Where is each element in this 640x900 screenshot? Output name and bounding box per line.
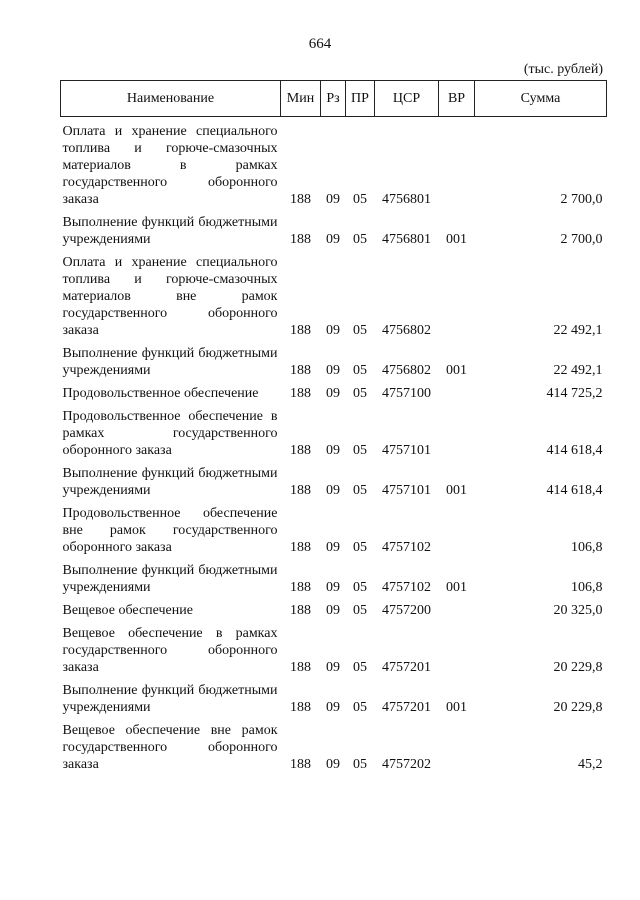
row-sum: 2 700,0 <box>560 232 603 247</box>
row-name: Вещевое обеспечение <box>62 603 193 618</box>
row-csr: 4756802 <box>382 323 431 338</box>
row-pr: 05 <box>353 483 367 498</box>
table-row <box>61 623 607 680</box>
row-min: 188 <box>290 232 311 247</box>
row-sum: 414 725,2 <box>546 386 603 401</box>
row-vr <box>439 600 475 623</box>
row-rz: 09 <box>326 540 340 555</box>
row-vr <box>439 117 475 213</box>
row-rz: 09 <box>326 323 340 338</box>
row-csr: 4757102 <box>382 580 431 595</box>
row-sum: 106,8 <box>571 540 603 555</box>
table-row <box>61 406 607 463</box>
row-vr <box>439 503 475 560</box>
header-sum: Сумма <box>475 81 607 117</box>
row-name: Вещевое обеспечение в рамках государственного оборонного заказа <box>62 626 278 675</box>
row-csr: 4756801 <box>382 192 431 207</box>
row-pr: 05 <box>353 363 367 378</box>
header-name: Наименование <box>61 81 281 117</box>
row-pr: 05 <box>353 700 367 715</box>
row-vr <box>439 383 475 406</box>
row-pr: 05 <box>353 580 367 595</box>
row-name: Вещевое обеспечение вне рамок государственного оборонного заказа <box>62 723 278 772</box>
row-sum: 22 492,1 <box>553 363 603 378</box>
row-rz: 09 <box>326 443 340 458</box>
row-rz: 09 <box>326 603 340 618</box>
row-sum: 414 618,4 <box>546 483 603 498</box>
page-number: 664 <box>308 36 332 52</box>
row-rz: 09 <box>326 363 340 378</box>
budget-table <box>60 80 607 777</box>
row-name: Оплата и хранение специального топлива и горюче-смазочных материалов вне рамок государственного оборонного заказа <box>62 255 278 338</box>
row-min: 188 <box>290 660 311 675</box>
table-body <box>61 117 607 778</box>
row-min: 188 <box>290 443 311 458</box>
table-row <box>61 117 607 213</box>
row-csr: 4757101 <box>382 443 431 458</box>
row-csr: 4757101 <box>382 483 431 498</box>
row-name: Оплата и хранение специального топлива и горюче-смазочных материалов в рамках государственного оборонного заказа <box>62 124 278 207</box>
table-row <box>61 383 607 406</box>
table-row <box>61 720 607 777</box>
row-pr: 05 <box>353 660 367 675</box>
row-pr: 05 <box>353 603 367 618</box>
row-vr: 001 <box>446 580 467 595</box>
row-rz: 09 <box>326 192 340 207</box>
row-pr: 05 <box>353 386 367 401</box>
row-csr: 4757201 <box>382 660 431 675</box>
row-vr <box>439 720 475 777</box>
row-sum: 20 229,8 <box>553 660 603 675</box>
table-row <box>61 503 607 560</box>
row-csr: 4757102 <box>382 540 431 555</box>
row-sum: 20 229,8 <box>553 700 603 715</box>
row-vr: 001 <box>446 232 467 247</box>
row-rz: 09 <box>326 386 340 401</box>
row-name: Выполнение функций бюджетными учреждениями <box>62 563 278 595</box>
row-min: 188 <box>290 603 311 618</box>
row-min: 188 <box>290 580 311 595</box>
table-header-row <box>61 81 607 117</box>
table-row <box>61 343 607 383</box>
header-vr: ВР <box>439 81 475 117</box>
row-min: 188 <box>290 323 311 338</box>
row-rz: 09 <box>326 580 340 595</box>
row-vr: 001 <box>446 483 467 498</box>
row-rz: 09 <box>326 232 340 247</box>
table-row <box>61 680 607 720</box>
row-min: 188 <box>290 757 311 772</box>
row-name: Продовольственное обеспечение вне рамок государственного оборонного заказа <box>62 506 278 555</box>
row-csr: 4757201 <box>382 700 431 715</box>
row-csr: 4757200 <box>382 603 431 618</box>
header-min: Мин <box>281 81 321 117</box>
row-sum: 45,2 <box>578 757 603 772</box>
row-min: 188 <box>290 192 311 207</box>
row-pr: 05 <box>353 540 367 555</box>
row-vr <box>439 406 475 463</box>
table-row <box>61 463 607 503</box>
row-pr: 05 <box>353 232 367 247</box>
row-name: Продовольственное обеспечение <box>62 386 259 401</box>
row-rz: 09 <box>326 757 340 772</box>
row-name: Продовольственное обеспечение в рамках государственного оборонного заказа <box>62 409 278 458</box>
row-rz: 09 <box>326 700 340 715</box>
row-pr: 05 <box>353 192 367 207</box>
table-row <box>61 600 607 623</box>
row-sum: 2 700,0 <box>560 192 603 207</box>
row-name: Выполнение функций бюджетными учреждениями <box>62 346 278 378</box>
row-csr: 4756802 <box>382 363 431 378</box>
row-rz: 09 <box>326 483 340 498</box>
row-min: 188 <box>290 700 311 715</box>
row-name: Выполнение функций бюджетными учреждениями <box>62 466 278 498</box>
row-csr: 4757100 <box>382 386 431 401</box>
row-sum: 414 618,4 <box>546 443 603 458</box>
row-pr: 05 <box>353 757 367 772</box>
row-csr: 4756801 <box>382 232 431 247</box>
row-min: 188 <box>290 483 311 498</box>
row-name: Выполнение функций бюджетными учреждениями <box>62 215 278 247</box>
row-min: 188 <box>290 386 311 401</box>
row-sum: 106,8 <box>571 580 603 595</box>
row-vr <box>439 623 475 680</box>
row-min: 188 <box>290 540 311 555</box>
row-sum: 20 325,0 <box>553 603 603 618</box>
header-csr: ЦСР <box>375 81 439 117</box>
row-rz: 09 <box>326 660 340 675</box>
table-row <box>61 212 607 252</box>
row-sum: 22 492,1 <box>553 323 603 338</box>
header-rz: Рз <box>321 81 346 117</box>
units-label: (тыс. рублей) <box>523 62 603 77</box>
row-min: 188 <box>290 363 311 378</box>
table-row <box>61 252 607 343</box>
row-vr: 001 <box>446 700 467 715</box>
row-pr: 05 <box>353 323 367 338</box>
row-vr <box>439 252 475 343</box>
header-pr: ПР <box>346 81 375 117</box>
table-row <box>61 560 607 600</box>
row-pr: 05 <box>353 443 367 458</box>
row-csr: 4757202 <box>382 757 431 772</box>
row-name: Выполнение функций бюджетными учреждениями <box>62 683 278 715</box>
row-vr: 001 <box>446 363 467 378</box>
